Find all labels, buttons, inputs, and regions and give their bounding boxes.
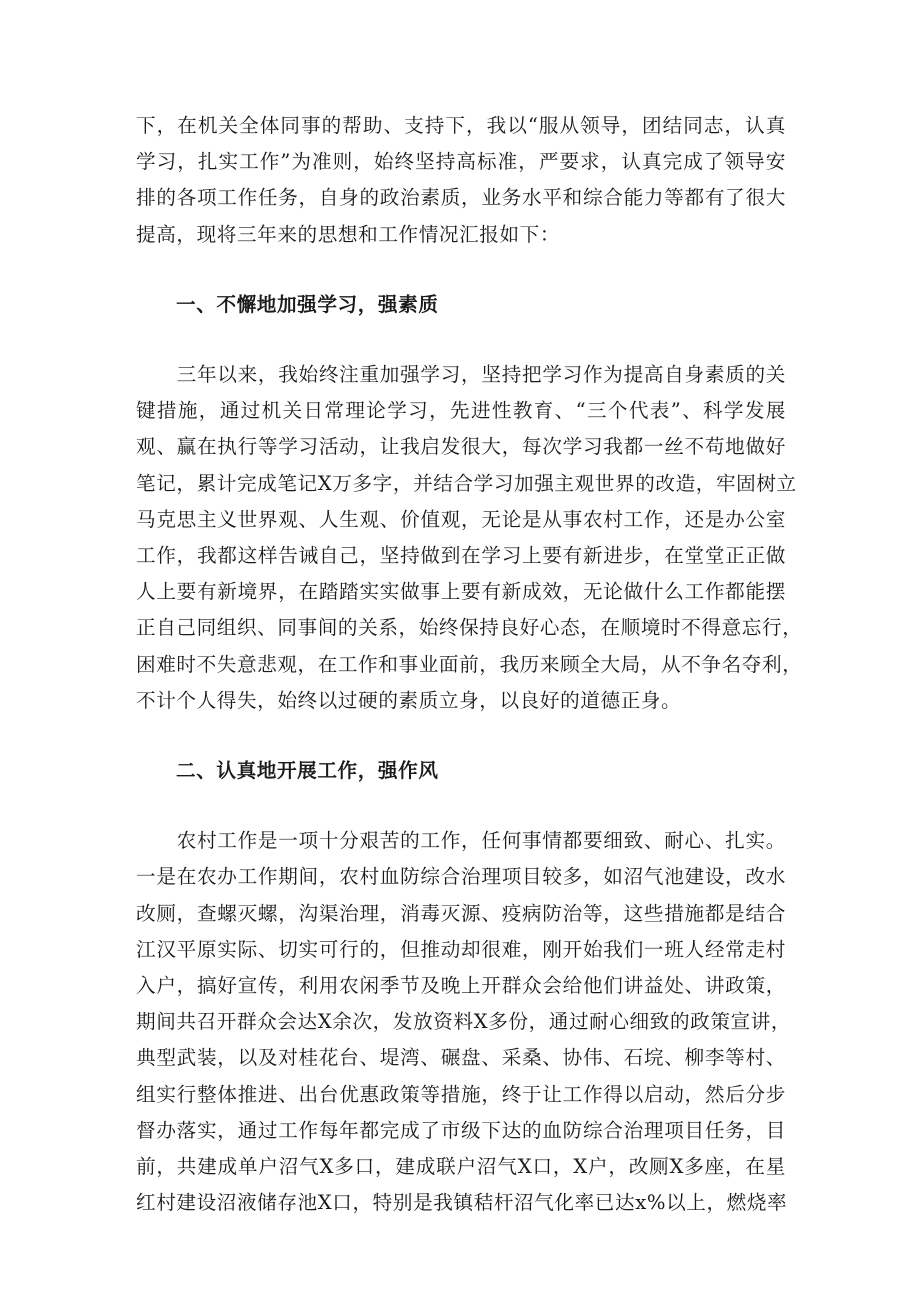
text-line: 观、赢在执行等学习活动，让我启发很大，每次学习我都一丝不苟地做好 [136, 435, 786, 459]
text-line: 三年以来，我始终注重加强学习，坚持把学习作为提高自身素质的关 [136, 363, 786, 387]
text-line: 入户，搞好宣传，利用农闲季节及晚上开群众会给他们讲益处、讲政策， [136, 974, 786, 998]
text-line: 红村建设沼液储存池X口，特别是我镇秸杆沼气化率已达x%以上，燃烧率 [136, 1191, 788, 1215]
text-line: 笔记，累计完成笔记X万多字，并结合学习加强主观世界的改造，牢固树立 [136, 471, 797, 495]
section-1-heading: 一、不懈地加强学习，强素质 [176, 292, 439, 316]
text-line: 改厕，查螺灭螺，沟渠治理，消毒灭源、疫病防治等，这些措施都是结合 [136, 901, 786, 925]
text-line: 典型武装，以及对桂花台、堤湾、碾盘、采桑、协伟、石垸、柳李等村、 [136, 1046, 786, 1070]
intro-paragraph [136, 108, 786, 253]
text-line: 期间共召开群众会达X余次，发放资料X多份，通过耐心细致的政策宣讲， [136, 1010, 792, 1034]
text-line: 不计个人得失，始终以过硬的素质立身，以良好的道德正身。 [136, 688, 682, 712]
text-line: 学习，扎实工作”为准则，始终坚持高标准，严要求，认真完成了领导安 [136, 150, 786, 174]
text-line: 前，共建成单户沼气X多口，建成联户沼气X口，X户，改厕X多座，在星 [136, 1155, 786, 1179]
text-line: 正自己同组织、同事间的关系，始终保持良好心态，在顺境时不得意忘行， [136, 616, 803, 640]
text-line: 困难时不失意悲观，在工作和事业面前，我历来顾全大局，从不争名夺利， [136, 652, 803, 676]
text-line: 人上要有新境界，在踏踏实实做事上要有新成效，无论做什么工作都能摆 [136, 580, 786, 604]
text-line: 键措施，通过机关日常理论学习，先进性教育、“三个代表”、科学发展 [136, 399, 786, 423]
document-body [136, 108, 803, 1221]
text-line: 工作，我都这样告诫自己，坚持做到在学习上要有新进步，在堂堂正正做 [136, 544, 786, 568]
text-line: 提高，现将三年来的思想和工作情况汇报如下： [136, 222, 561, 246]
text-line: 马克思主义世界观、人生观、价值观，无论是从事农村工作，还是办公室 [136, 507, 786, 531]
text-line: 排的各项工作任务，自身的政治素质，业务水平和综合能力等都有了很大 [136, 186, 786, 210]
section-2-heading: 二、认真地开展工作，强作风 [176, 759, 439, 783]
section-2-paragraph [136, 823, 792, 1221]
section-1-paragraph [136, 357, 803, 719]
text-line: 组实行整体推进、出台优惠政策等措施，终于让工作得以启动，然后分步 [136, 1082, 786, 1106]
text-line: 督办落实，通过工作每年都完成了市级下达的血防综合治理项目任务，目 [136, 1118, 786, 1142]
text-line: 农村工作是一项十分艰苦的工作，任何事情都要细致、耐心、扎实。 [136, 829, 786, 853]
text-line: 一是在农办工作期间，农村血防综合治理项目较多，如沼气池建设，改水 [136, 865, 786, 889]
text-line: 江汉平原实际、切实可行的，但推动却很难，刚开始我们一班人经常走村 [136, 937, 786, 961]
text-line: 下，在机关全体同事的帮助、支持下，我以“服从领导，团结同志，认真 [136, 114, 786, 137]
